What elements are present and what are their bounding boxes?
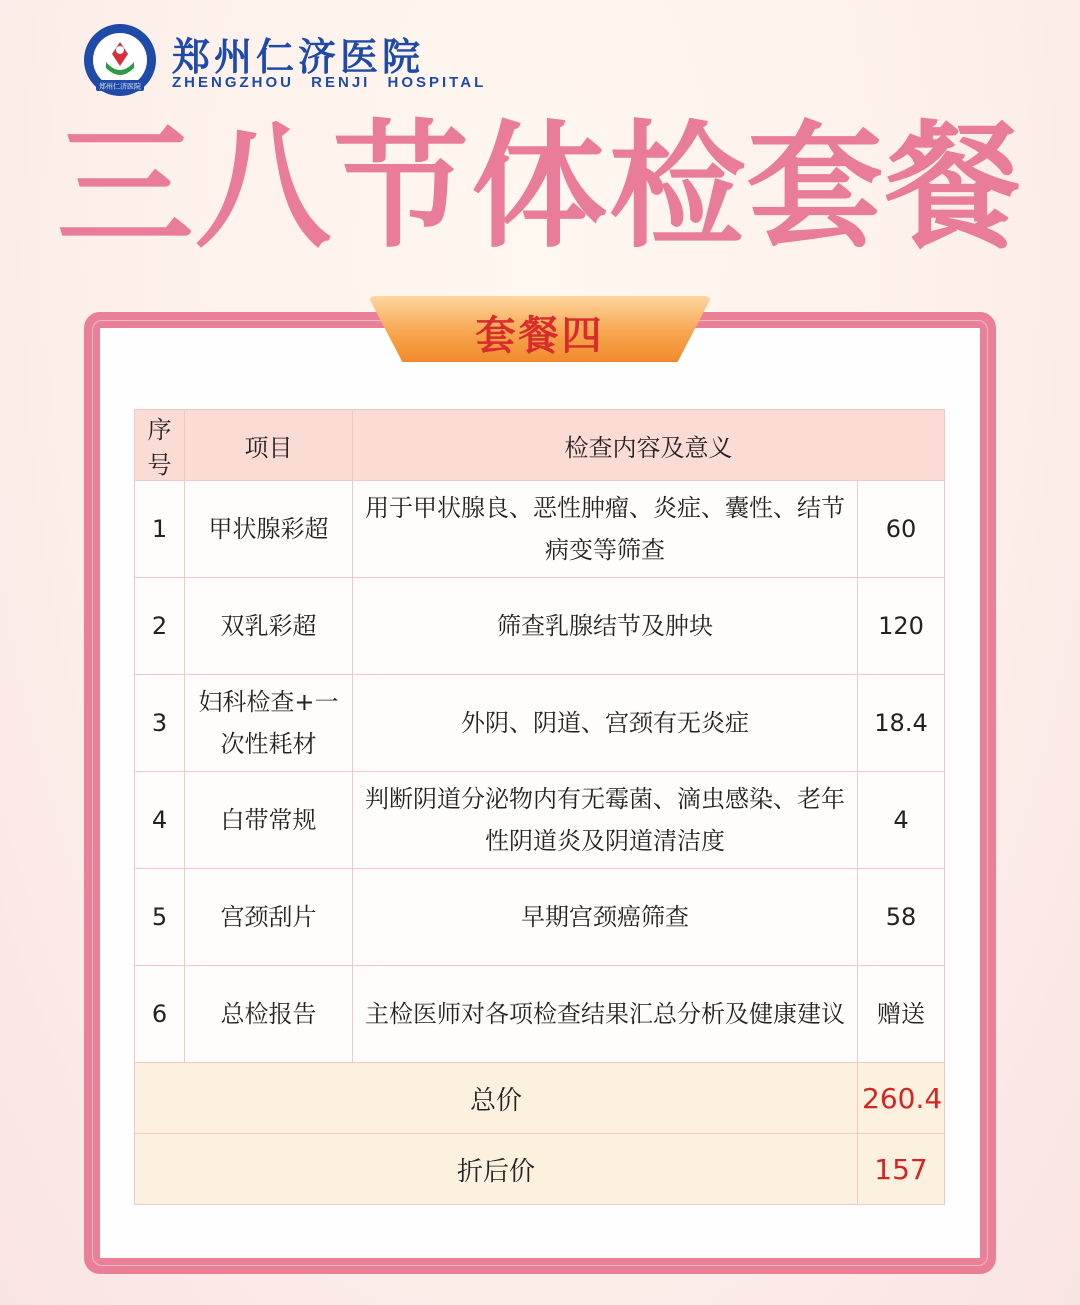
- table-row: [135, 772, 945, 869]
- row-no: 1: [135, 481, 185, 578]
- row-content: 早期宫颈癌筛查: [353, 869, 858, 966]
- page-title: 三八节体检套餐: [57, 109, 1023, 267]
- row-no: 3: [135, 675, 185, 772]
- table-row: [135, 675, 945, 772]
- row-price: 18.4: [858, 675, 945, 772]
- hospital-name-en: ZHENGZHOU RENJI HOSPITAL: [172, 74, 487, 91]
- hospital-name-cn: 郑州仁济医院: [172, 35, 425, 79]
- row-item: 白带常规: [185, 772, 353, 869]
- package-table: [134, 409, 945, 1205]
- row-content: 外阴、阴道、宫颈有无炎症: [353, 675, 858, 772]
- row-content: 筛查乳腺结节及肿块: [353, 578, 858, 675]
- table-row: [135, 481, 945, 578]
- package-label: 套餐四: [475, 313, 605, 359]
- row-price: 58: [858, 869, 945, 966]
- row-no: 6: [135, 966, 185, 1063]
- table-header-row: [135, 410, 945, 481]
- discount-row: [135, 1134, 945, 1205]
- row-content: 用于甲状腺良、恶性肿瘤、炎症、囊性、结节病变等筛查: [353, 481, 858, 578]
- row-item: 妇科检查+一次性耗材: [185, 675, 353, 772]
- row-no: 5: [135, 869, 185, 966]
- table-row: [135, 869, 945, 966]
- row-price: 4: [858, 772, 945, 869]
- row-item: 甲状腺彩超: [185, 481, 353, 578]
- table-row: [135, 578, 945, 675]
- logo-band-text: 郑州仁济医院: [99, 82, 141, 91]
- table-row: [135, 966, 945, 1063]
- row-price: 赠送: [858, 966, 945, 1063]
- hospital-logo: [82, 22, 158, 98]
- row-content: 判断阴道分泌物内有无霉菌、滴虫感染、老年性阴道炎及阴道清洁度: [353, 772, 858, 869]
- total-label: 总价: [135, 1063, 858, 1134]
- total-row: [135, 1063, 945, 1134]
- row-no: 4: [135, 772, 185, 869]
- discount-value: 157: [858, 1134, 945, 1205]
- discount-label: 折后价: [135, 1134, 858, 1205]
- total-value: 260.4: [858, 1063, 945, 1134]
- row-no: 2: [135, 578, 185, 675]
- row-item: 双乳彩超: [185, 578, 353, 675]
- row-item: 总检报告: [185, 966, 353, 1063]
- row-item: 宫颈刮片: [185, 869, 353, 966]
- header-item: 项目: [185, 410, 353, 481]
- row-price: 60: [858, 481, 945, 578]
- header-content: 检查内容及意义: [353, 410, 945, 481]
- row-price: 120: [858, 578, 945, 675]
- header-no: 序号: [135, 410, 185, 481]
- row-content: 主检医师对各项检查结果汇总分析及健康建议: [353, 966, 858, 1063]
